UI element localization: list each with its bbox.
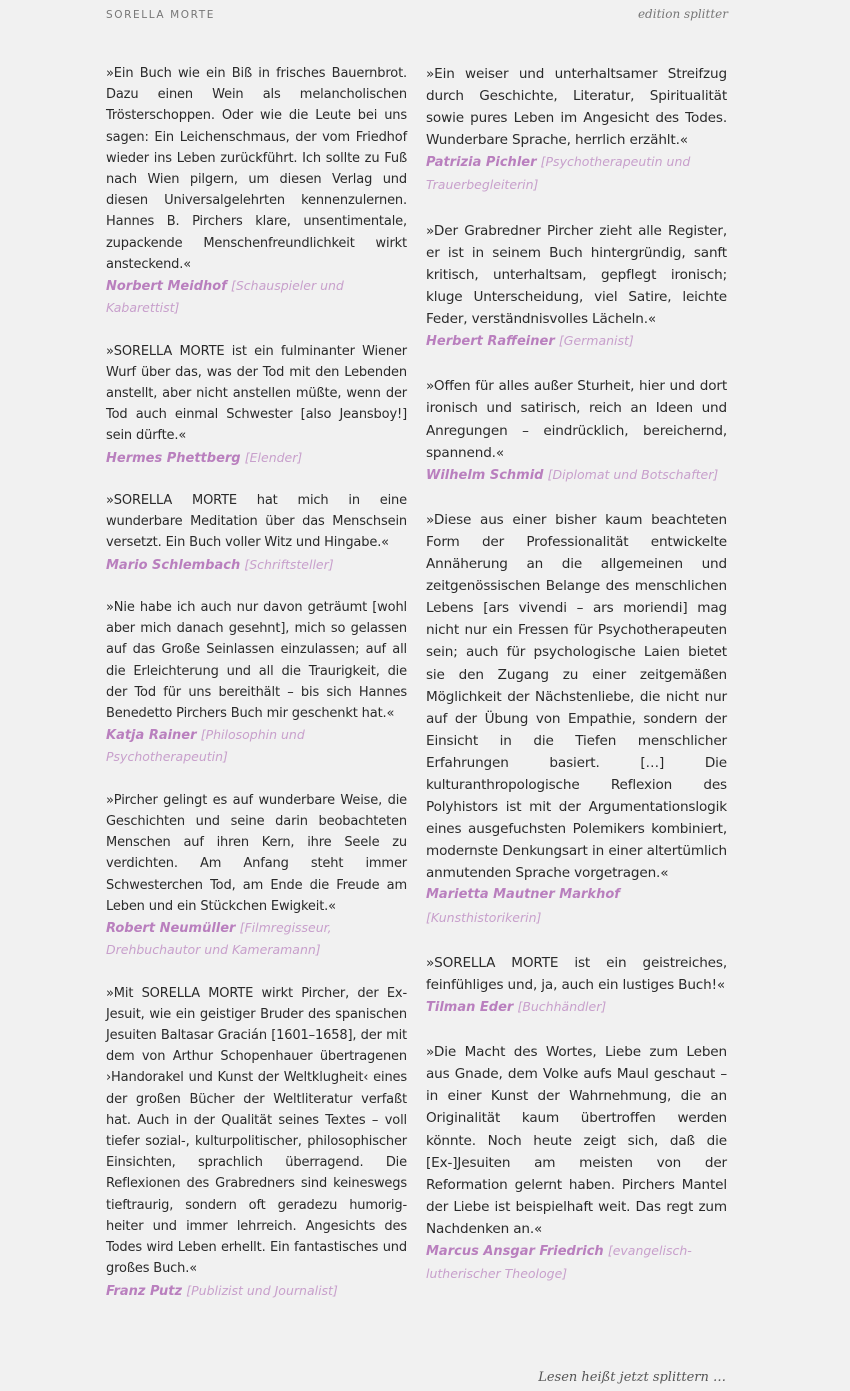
running-header-title: SORELLA MORTE [106, 9, 216, 21]
review-attribution [426, 884, 727, 929]
review [426, 509, 727, 930]
review-attribution [426, 464, 727, 487]
review [426, 220, 727, 354]
reviewer-role: [Buchhändler] [517, 998, 607, 1014]
review-attribution [106, 724, 407, 768]
reviewer-name: Robert Neumüller [106, 921, 236, 937]
reviewer-name: Tilman Eder [426, 999, 514, 1015]
review-attribution [106, 447, 407, 469]
reviewer-name: Marietta Mautner Markhof [426, 887, 620, 903]
review-attribution [426, 151, 727, 197]
review [426, 63, 727, 198]
review [106, 63, 407, 319]
reviewer-role: [evangelisch-lutherischer Theologe] [426, 1242, 692, 1282]
reviewer-role: [Publizist und Journalist] [186, 1282, 338, 1298]
reviewer-name: Marcus Ansgar Friedrich [426, 1243, 604, 1259]
review [106, 490, 407, 576]
review-quote: »Mit SORELLA MORTE wirkt Pircher, der Ex-Jesuit, wie ein geistiger Bruder des spanischen Jesuiten Baltasar Gracián [1601–1658], der mit dem von Arthur Schopenhauer übertragenen ›Handorakel und Kunst der Weltklugheit‹ eines der großen Bücher der Weltliteratur verfaßt hat. Auch in der Qualität seines Textes – voll tiefer sozial-, kulturpolitischer, philosophischer Einsichten, sprachlich überragend. Die Reflexionen des Grabredners sind keineswegs tieftraurig, sondern oft geradezu humorig-heiter und immer lehrreich. Angesichts des Todes wird Leben erhellt. Ein fantastisches und großes Buch.« [106, 985, 407, 1277]
reviewer-name: Mario Schlembach [106, 557, 241, 573]
review-quote: »Die Macht des Wortes, Liebe zum Leben aus Gnade, dem Volke aufs Maul geschaut – in einer Kunst der Wahrnehmung, die an Originalität kaum übertroffen werden könnte. Noch heute zeigt sich, daß die [Ex-]Jesuiten am meisten von der Reformation gelernt haben. Pirchers Mantel der Liebe ist beispielhaft weit. Das regt zum Nachdenken an.« [426, 1044, 727, 1237]
review-attribution [106, 554, 407, 576]
right-column [426, 63, 727, 1308]
review-quote: »Ein Buch wie ein Biß in frisches Bauernbrot. Dazu einen Wein als melancholischen Trösterschoppen. Oder wie die Leute bei uns sagen: Ein Leichenschmaus, der vom Friedhof wieder ins Leben zurückführt. Ich sollte zu Fuß nach Wien pilgern, um diesen Verlag und diesen Universalgelehrten kennenzulernen. Hannes B. Pirchers klare, unsentimentale, zupackende Menschenfreundlichkeit wirkt ansteckend.« [106, 66, 407, 272]
review-quote: »Der Grabredner Pircher zieht alle Register, er ist in seinem Buch hintergründig, sanft kritisch, unterhaltsam, gepflegt ironisch; kluge Unterscheidung, viel Satire, leichte Feder, verständnisvolles Lächeln.« [426, 222, 727, 328]
left-column [106, 63, 407, 1323]
review-attribution [106, 917, 407, 961]
review [106, 790, 407, 962]
review [106, 983, 407, 1302]
review-quote: »SORELLA MORTE ist ein fulminanter Wiener Wurf über das, was der Tod mit den Lebenden anstellt, aber nicht anstellen müßte, wenn der Tod auch einmal Schwester [also Jeansboy!] sein dürfte.« [106, 343, 407, 444]
reviewer-name: Norbert Meidhof [106, 279, 227, 295]
review-quote: »SORELLA MORTE hat mich in eine wunderbare Meditation über das Menschsein versetzt. Ein Buch voller Witz und Hingabe.« [106, 493, 407, 551]
review-attribution [106, 275, 407, 319]
reviewer-name: Katja Rainer [106, 728, 197, 744]
reviewer-name: Patrizia Pichler [426, 155, 537, 171]
review [106, 597, 407, 769]
review-attribution [106, 1280, 407, 1302]
review-quote: »SORELLA MORTE ist ein geistreiches, feinfühliges und, ja, auch ein lustiges Buch!« [426, 954, 727, 993]
reviewer-name: Hermes Phettberg [106, 450, 241, 466]
review-quote: »Offen für alles außer Sturheit, hier und dort ironisch und satirisch, reich an Ideen und Anregungen – eindrücklich, bereichernd, spannend.« [426, 378, 727, 461]
reviewer-role: [Elender] [244, 449, 303, 465]
reviewer-role: [Schauspieler und Kabarettist] [106, 278, 344, 316]
reviewer-role: [Filmregisseur, Drehbuchautor und Kameramann] [106, 920, 332, 958]
review [106, 341, 407, 469]
footer-tagline: Lesen heißt jetzt splittern … [538, 1370, 726, 1385]
reviewer-name: Franz Putz [106, 1283, 183, 1299]
reviewer-name: Wilhelm Schmid [426, 467, 544, 483]
reviewer-role: [Germanist] [558, 333, 634, 349]
review-attribution [426, 330, 727, 353]
review-quote: »Pircher gelingt es auf wunderbare Weise, die Geschichten und seine darin beobachteten Menschen auf ihren Kern, ihre Seele zu verdichten. Am Anfang steht immer Schwesterchen Tod, am Ende die Freude am Leben und ein Stückchen Ewigkeit.« [106, 792, 407, 914]
reviewer-role: [Diplomat und Botschafter] [547, 466, 719, 482]
review-quote: »Nie habe ich auch nur davon geträumt [wohl aber mich danach gesehnt], mich so gelassen auf das Große Seinlassen einzulassen; auf all die Erleichterung und all die Traurigkeit, die der Tod für uns bereithält – bis sich Hannes Benedetto Pirchers Buch mir geschenkt hat.« [106, 600, 407, 722]
review [426, 1041, 727, 1286]
review-attribution [426, 1240, 727, 1286]
reviewer-role: [Kunsthistorikerin] [426, 909, 542, 925]
reviewer-role: [Philosophin und Psychotherapeutin] [106, 727, 305, 765]
reviewer-role: [Psychotherapeutin und Trauerbegleiterin] [426, 154, 691, 193]
running-header-publisher: edition splitter [637, 7, 728, 21]
reviewer-name: Herbert Raffeiner [426, 334, 555, 350]
review [426, 375, 727, 486]
review-quote: »Ein weiser und unterhaltsamer Streifzug durch Geschichte, Literatur, Spiritualität sowie pures Leben im Angesicht des Todes. Wunderbare Sprache, herrlich erzählt.« [426, 66, 727, 149]
review [426, 952, 727, 1019]
reviewer-role: [Schriftsteller] [244, 556, 334, 572]
review-attribution [426, 996, 727, 1019]
review-quote: »Diese aus einer bisher kaum beachteten Form der Professionalität entwickelte Annäherung an die allgemeinen und zeitgenössischen Belange des menschlichen Lebens [ars vivendi – ars moriendi] mag nicht nur ein Fressen für Psychotherapeuten sein; auch für psychologische Laien bietet sie den Zugang zu einer zeitgemäßen Möglichkeit der Nächstenliebe, die nicht nur auf der Übung von Empathie, sondern der Einsicht in die Tiefen menschlicher Erfahrungen basiert. […] Die kulturanthropologische Reflexion des Polyhistors ist mit der Argumentationslogik eines ausgefuchsten Polemikers kombiniert, modernste Denkungsart in einer altertümlich anmutenden Sprache vorgetragen.« [426, 511, 727, 882]
